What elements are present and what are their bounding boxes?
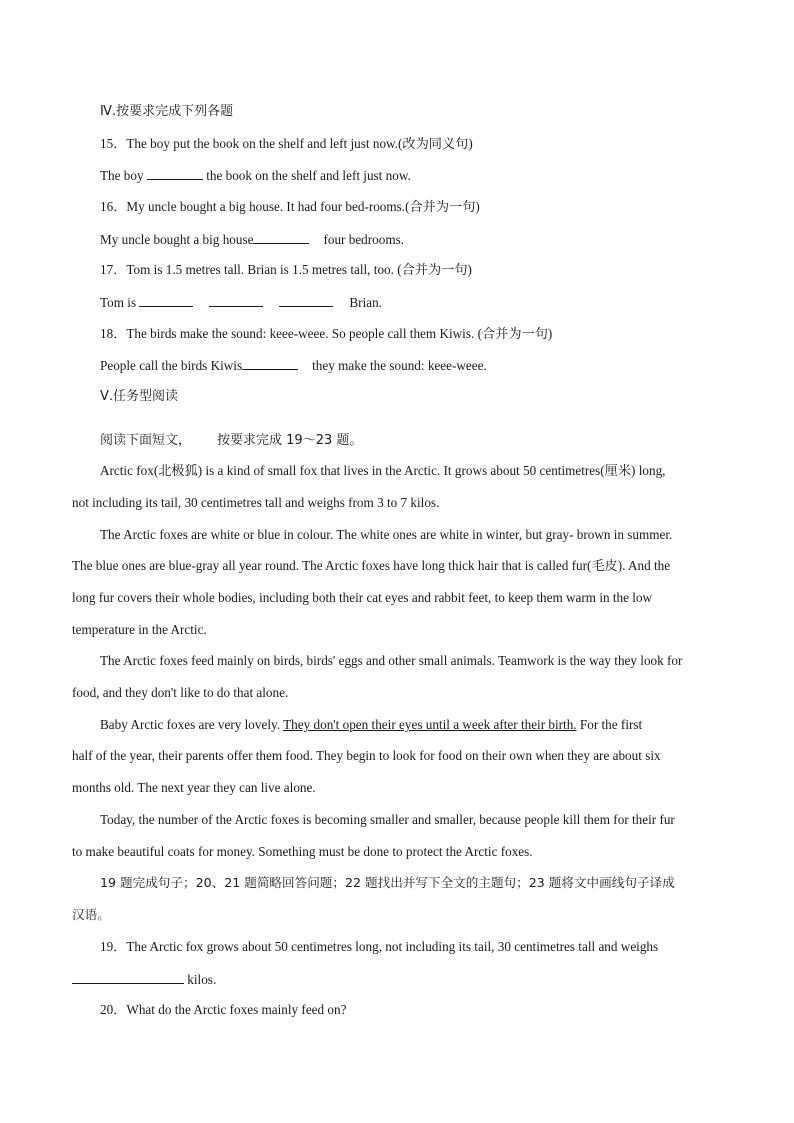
paragraph-4-lead-text: Baby Arctic foxes are very lovely. [100, 717, 284, 732]
section-5-heading: Ⅴ.任务型阅读 [100, 389, 179, 404]
question-19-blank[interactable] [72, 970, 184, 984]
question-17-blank-2[interactable] [209, 293, 263, 307]
question-18-answer-line [100, 356, 487, 375]
reading-instruction [100, 431, 362, 450]
question-16-prompt: 16．My uncle bought a big house. It had four bed-rooms.(合并为一句) [100, 199, 480, 214]
question-18-answer-prefix: People call the birds Kiwis [100, 358, 243, 373]
question-19-answer-suffix: kilos. [184, 972, 217, 987]
question-15-answer-suffix: the book on the shelf and left just now. [202, 168, 411, 183]
passage-paragraph-2-line-3: long fur covers their whole bodies, including both their cat eyes and rabbit feet, to keep them warm in the low [72, 590, 653, 605]
question-18-prompt: 18．The birds make the sound: keee-weee. So people call them Kiwis. (合并为一句) [100, 326, 553, 341]
section-4-heading: Ⅳ.按要求完成下列各题 [100, 104, 234, 119]
question-16-blank[interactable] [253, 230, 309, 244]
paragraph-4-tail-text: For the first [576, 717, 643, 732]
question-18-blank[interactable] [242, 356, 298, 370]
question-17-answer-prefix: Tom is [100, 295, 140, 310]
question-16-answer-line [100, 230, 404, 249]
passage-paragraph-1-line-2: not including its tail, 30 centimetres tall and weighs from 3 to 7 kilos. [72, 495, 440, 510]
question-17-answer-suffix: Brian. [349, 295, 382, 310]
passage-paragraph-3-line-2: food, and they don't like to do that alone. [72, 685, 289, 700]
passage-paragraph-1-line-1: Arctic fox(北极狐) is a kind of small fox that lives in the Arctic. It grows about 50 centimetres(厘米) long, [100, 463, 666, 478]
reading-instruction-part-b: 按要求完成 19～23 题。 [217, 433, 363, 448]
question-17-blank-1[interactable] [139, 293, 193, 307]
underlined-sentence: They don't open their eyes until a week after their birth. [283, 717, 577, 732]
passage-paragraph-4-line-2: half of the year, their parents offer them food. They begin to look for food on their own when they are about six [72, 748, 661, 763]
question-19-prompt: 19．The Arctic fox grows about 50 centimetres long, not including its tail, 30 centimetres tall and weighs [100, 939, 659, 954]
question-17-answer-line [100, 293, 382, 312]
question-15-answer-line [100, 166, 411, 185]
passage-paragraph-2-line-1: The Arctic foxes are white or blue in colour. The white ones are white in winter, but gray- brown in summer. [100, 527, 673, 542]
question-15-answer-prefix: The boy [100, 168, 147, 183]
question-17-blank-3[interactable] [279, 293, 333, 307]
question-16-answer-suffix: four bedrooms. [323, 232, 405, 247]
reading-instruction-part-a: 阅读下面短文， [100, 433, 192, 448]
question-16-answer-prefix: My uncle bought a big house [100, 232, 254, 247]
passage-paragraph-4-line-1 [100, 716, 642, 734]
question-19-answer-line [72, 970, 216, 989]
passage-paragraph-3-line-1: The Arctic foxes feed mainly on birds, birds' eggs and other small animals. Teamwork is the way they look for [100, 653, 683, 668]
passage-paragraph-5-line-2: to make beautiful coats for money. Something must be done to protect the Arctic foxes. [72, 844, 533, 859]
question-18-answer-suffix: they make the sound: keee-weee. [312, 358, 487, 373]
task-note-line-2: 汉语。 [72, 907, 110, 922]
question-20-prompt: 20．What do the Arctic foxes mainly feed on? [100, 1002, 347, 1017]
passage-paragraph-2-line-2: The blue ones are blue-gray all year round. The Arctic foxes have long thick hair that is called fur(毛皮). And the [72, 558, 671, 573]
task-note-line-1: 19 题完成句子；20、21 题简略回答问题；22 题找出并写下全文的主题句；23 题将文中画线句子译成 [100, 875, 675, 890]
question-15-prompt: 15．The boy put the book on the shelf and left just now.(改为同义句) [100, 136, 473, 151]
passage-paragraph-2-line-4: temperature in the Arctic. [72, 622, 207, 637]
passage-paragraph-5-line-1: Today, the number of the Arctic foxes is becoming smaller and smaller, because people kill them for their fur [100, 812, 675, 827]
question-17-prompt: 17．Tom is 1.5 metres tall. Brian is 1.5 metres tall, too. (合并为一句) [100, 262, 472, 277]
passage-paragraph-4-line-3: months old. The next year they can live alone. [72, 780, 316, 795]
question-15-blank[interactable] [147, 166, 203, 180]
